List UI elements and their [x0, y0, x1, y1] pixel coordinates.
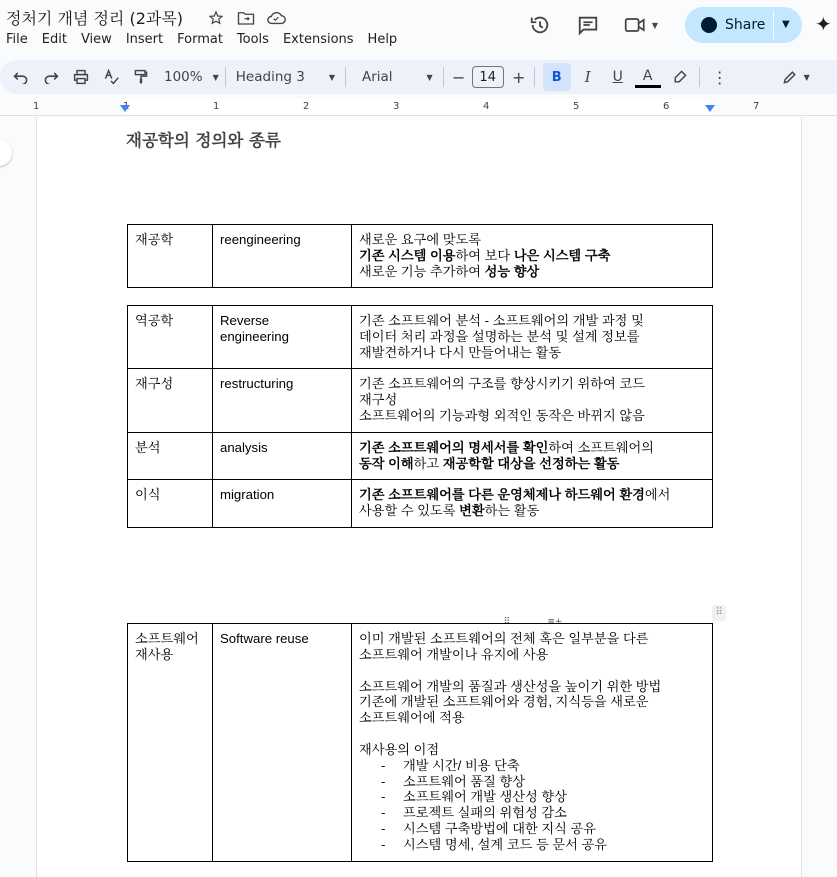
- description-line: [359, 264, 706, 280]
- description-line: 이미 개발된 소프트웨어의 전체 혹은 일부분을 다른: [359, 631, 649, 646]
- toolbar-divider: [225, 67, 226, 87]
- horizontal-ruler[interactable]: [0, 99, 837, 116]
- english-line: Reverse: [220, 313, 270, 328]
- description-line: [359, 345, 706, 361]
- print-icon[interactable]: [68, 64, 94, 90]
- software-reuse-table[interactable]: [127, 623, 713, 862]
- menu-help[interactable]: Help: [367, 32, 398, 47]
- list-item-text: 소프트웨어 개발 생산성 향상: [403, 789, 567, 805]
- term-cell[interactable]: [128, 624, 213, 862]
- title-icons: [206, 8, 286, 28]
- description-cell[interactable]: [352, 480, 713, 528]
- description-line: [359, 408, 706, 424]
- term-cell[interactable]: 역공학: [128, 306, 213, 369]
- description-line: 기존에 개발된 소프트웨어와 경험, 지식등을 새로운: [359, 694, 649, 710]
- english-cell[interactable]: analysis: [213, 432, 352, 480]
- underline-button[interactable]: U: [612, 69, 623, 85]
- table-row: [128, 432, 713, 480]
- ruler-label: 3: [393, 101, 400, 112]
- description-line: [359, 456, 706, 472]
- right-indent-marker[interactable]: [705, 105, 715, 112]
- share-button[interactable]: [685, 7, 802, 43]
- list-item: [359, 789, 706, 805]
- text-run: 재구성: [359, 392, 398, 408]
- cloud-saved-icon[interactable]: [266, 8, 286, 28]
- term-cell[interactable]: 분석: [128, 432, 213, 480]
- header-actions: [525, 10, 679, 40]
- globe-icon: [701, 17, 717, 33]
- bold-text-run: 동작 이해: [359, 455, 414, 471]
- star-icon[interactable]: [206, 8, 226, 28]
- share-divider: [773, 11, 774, 39]
- bold-text-run: 성능 향상: [484, 263, 540, 279]
- text-run: 데이터 처리 과정을 설명하는 분석 및 설계 정보를: [359, 328, 640, 344]
- text-run: 재발견하거나 다시 만들어내는 활동: [359, 344, 562, 360]
- toolbar-divider: [534, 67, 535, 87]
- ruler-label: 4: [483, 101, 490, 112]
- bold-text-run: 변환: [459, 503, 485, 519]
- paint-format-icon[interactable]: [128, 64, 154, 90]
- description-line: [359, 392, 706, 408]
- paragraph-style-select[interactable]: [236, 64, 335, 90]
- list-item: [359, 821, 706, 837]
- list-item-text: 소프트웨어 품질 향상: [403, 773, 525, 789]
- table-row: [128, 369, 713, 432]
- document-title[interactable]: 정처기 개념 정리 (2과목): [6, 9, 184, 28]
- description-line: [359, 440, 706, 456]
- bold-text-run: 기존 소프트웨어의 명세서를 확인: [359, 439, 549, 455]
- bullet-dash: -: [381, 773, 386, 789]
- comments-icon[interactable]: [573, 10, 603, 40]
- font-dropdown-icon: ▼: [426, 72, 433, 82]
- table-row: [128, 480, 713, 528]
- editing-mode-icon[interactable]: ▼: [776, 64, 816, 90]
- gemini-sparkle-icon[interactable]: ✦: [815, 12, 832, 36]
- text-run: 기존 소프트웨어 분석 - 소프트웨어의 개발 과정 및: [359, 313, 644, 328]
- reengineering-types-table[interactable]: [127, 305, 713, 528]
- english-cell[interactable]: reengineering: [213, 225, 352, 288]
- menu-tools[interactable]: Tools: [236, 32, 269, 47]
- table-row: [128, 225, 713, 288]
- text-run: 새로운 요구에 맞도록: [359, 232, 481, 247]
- paragraph-gap: [359, 726, 706, 742]
- term-line: 재사용: [135, 646, 174, 662]
- font-size-input[interactable]: 14: [472, 66, 504, 88]
- table-row: [128, 306, 713, 369]
- font-family-select[interactable]: [362, 64, 433, 90]
- italic-button[interactable]: I: [584, 68, 591, 86]
- bold-text-run: 기존 시스템 이용: [359, 247, 456, 263]
- ruler-label: 7: [753, 101, 760, 112]
- outline-toggle-icon[interactable]: [0, 140, 12, 166]
- menu-insert[interactable]: Insert: [125, 32, 164, 47]
- text-color-button[interactable]: A: [635, 66, 661, 88]
- term-cell[interactable]: 이식: [128, 480, 213, 528]
- highlight-color-icon[interactable]: [667, 64, 693, 90]
- menu-extensions[interactable]: Extensions: [282, 32, 354, 47]
- bold-text-run: 기존 소프트웨어를 다른 운영체제나 하드웨어 환경: [359, 487, 645, 503]
- row-options-icon[interactable]: ≡+: [547, 617, 563, 627]
- description-line: [359, 487, 706, 503]
- description-cell[interactable]: [352, 624, 713, 862]
- description-line: 소프트웨어 개발의 품질과 생산성을 높이기 위한 방법: [359, 678, 662, 694]
- english-cell[interactable]: restructuring: [213, 369, 352, 432]
- text-run: 새로운 기능 추가하여: [359, 263, 485, 279]
- ruler-label: 6: [663, 101, 670, 112]
- description-cell[interactable]: [352, 225, 713, 288]
- list-item-text: 시스템 구축방법에 대한 지식 공유: [403, 820, 597, 836]
- ruler-label: 1: [33, 101, 40, 112]
- share-dropdown-icon[interactable]: ▼: [782, 19, 790, 30]
- text-run: 하여 소프트웨어의: [548, 439, 654, 455]
- list-item-text: 개발 시간/ 비용 단축: [403, 757, 520, 773]
- more-options-icon[interactable]: ⋮: [711, 67, 728, 87]
- list-item-text: 시스템 명세, 설계 코드 등 문서 공유: [403, 836, 607, 852]
- bold-text-run: 재공학할 대상을 선정하는 활동: [442, 455, 620, 471]
- description-cell[interactable]: [352, 432, 713, 480]
- menu-format[interactable]: Format: [177, 32, 223, 47]
- menu-bar: [6, 32, 411, 47]
- description-line: [359, 232, 706, 248]
- redo-icon[interactable]: [38, 64, 64, 90]
- reengineering-table[interactable]: [127, 224, 713, 288]
- text-run: 사용할 수 있도록: [359, 503, 460, 519]
- text-run: 기존 소프트웨어의 구조를 향상시키기 위하여 코드: [359, 376, 645, 392]
- description-cell[interactable]: [352, 306, 713, 369]
- description-line: [359, 313, 706, 329]
- font-family-value: Arial: [361, 69, 393, 85]
- bullet-dash: -: [381, 789, 386, 805]
- description-line: [359, 376, 706, 392]
- paragraph-style-value: Heading 3: [235, 69, 305, 85]
- text-run: 하는 활동: [484, 503, 540, 519]
- increase-font-size-button[interactable]: +: [512, 67, 526, 87]
- list-item: [359, 774, 706, 790]
- bold-text-run: 나은 시스템 구축: [513, 247, 611, 263]
- english-line: engineering: [220, 328, 289, 344]
- paragraph-gap: [359, 663, 706, 679]
- text-run: 하고: [413, 455, 443, 471]
- toolbar-divider: [443, 67, 444, 87]
- description-line: 소프트웨어 개발이나 유지에 사용: [359, 646, 549, 662]
- benefits-title: 재사용의 이점: [359, 741, 440, 757]
- term-cell[interactable]: 재구성: [128, 369, 213, 432]
- description-line: [359, 329, 706, 345]
- term-cell[interactable]: 재공학: [128, 225, 213, 288]
- zoom-select[interactable]: [164, 64, 219, 90]
- ruler-label: 2: [303, 101, 310, 112]
- table-drag-handle-icon[interactable]: ⠿: [712, 605, 726, 621]
- menu-edit[interactable]: Edit: [41, 32, 67, 47]
- drag-handle-icon[interactable]: ⠿: [503, 617, 511, 627]
- text-run: 소프트웨어의 기능과형 외적인 동작은 바뀌지 않음: [359, 407, 645, 423]
- formatting-toolbar: [0, 60, 837, 94]
- left-indent-marker[interactable]: [120, 105, 130, 112]
- list-item: [359, 758, 706, 774]
- bullet-dash: -: [381, 836, 386, 852]
- english-cell[interactable]: migration: [213, 480, 352, 528]
- list-item: [359, 837, 706, 853]
- text-run: 에서: [644, 487, 671, 503]
- toolbar-divider: [699, 67, 700, 87]
- list-item-text: 프로젝트 실패의 위험성 감소: [403, 805, 567, 821]
- description-line: [359, 503, 706, 519]
- menu-view[interactable]: View: [80, 32, 112, 47]
- menu-file[interactable]: File: [6, 32, 28, 47]
- description-line: [359, 248, 706, 264]
- english-cell[interactable]: Software reuse: [213, 624, 352, 862]
- ruler-label: 1: [123, 101, 130, 112]
- document-canvas: [0, 117, 837, 867]
- table-row: [128, 624, 713, 862]
- ruler-label: 1: [213, 101, 220, 112]
- description-cell[interactable]: [352, 369, 713, 432]
- share-label: Share: [725, 17, 766, 33]
- term-line: 소프트웨어: [135, 631, 199, 646]
- zoom-value: 100%: [164, 69, 203, 85]
- move-folder-icon[interactable]: [236, 8, 256, 28]
- text-run: 하여 보다: [455, 247, 514, 263]
- bullet-dash: -: [381, 757, 386, 773]
- spellcheck-icon[interactable]: [98, 64, 124, 90]
- document-page[interactable]: [36, 117, 802, 877]
- description-line: 소프트웨어에 적용: [359, 710, 465, 726]
- decrease-font-size-button[interactable]: −: [452, 67, 466, 87]
- title-bar: [0, 0, 837, 58]
- meet-icon[interactable]: ▼: [621, 10, 661, 40]
- english-cell[interactable]: [213, 306, 352, 369]
- ruler-label: 5: [573, 101, 580, 112]
- bullet-dash: -: [381, 820, 386, 836]
- list-item: [359, 805, 706, 821]
- undo-icon[interactable]: [8, 64, 34, 90]
- history-icon[interactable]: [525, 10, 555, 40]
- style-dropdown-icon: ▼: [328, 72, 335, 82]
- section-heading[interactable]: 재공학의 정의와 종류: [126, 131, 281, 150]
- toolbar-divider: [345, 67, 346, 87]
- bullet-dash: -: [381, 805, 386, 821]
- bold-button[interactable]: B: [543, 63, 571, 91]
- ruler-content-area: [124, 99, 710, 115]
- zoom-dropdown-icon: ▼: [212, 72, 219, 82]
